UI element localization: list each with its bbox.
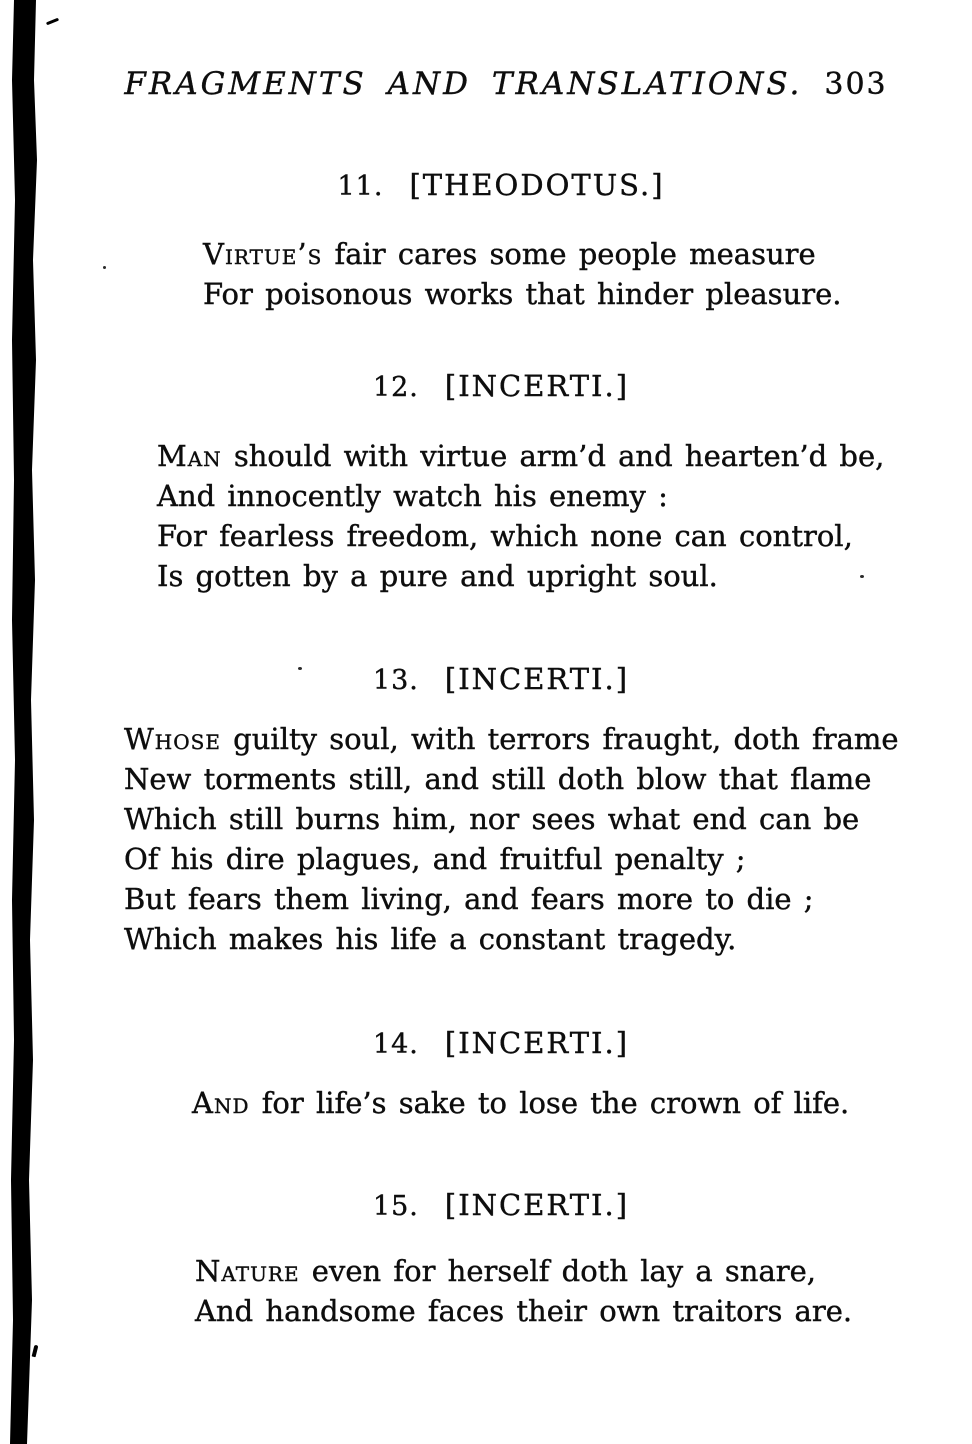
poem-line <box>124 799 899 839</box>
poem-text: For poisonous works that hinder pleasure. <box>203 277 842 311</box>
poem-text: And handsome faces their own traitors are. <box>195 1294 853 1328</box>
section-heading-13 <box>30 662 972 696</box>
poem-line <box>203 274 841 314</box>
poem-text: should with virtue arm’d and hearten’d be, <box>221 439 885 473</box>
poem-text: New torments still, and still doth blow that flame <box>124 762 872 796</box>
poem-line <box>157 516 884 556</box>
poem-line <box>157 436 884 476</box>
poem-lead: And <box>192 1086 250 1120</box>
poem-line <box>195 1251 852 1291</box>
poem-text: And innocently watch his enemy : <box>157 479 668 513</box>
section-heading-11 <box>30 168 972 202</box>
poem-lead: Man <box>157 439 222 473</box>
poem-13 <box>124 719 899 959</box>
poem-text: guilty soul, with terrors fraught, doth frame <box>220 722 899 756</box>
section-number: 14. <box>372 1029 419 1060</box>
section-number: 11. <box>337 171 384 202</box>
poem-text: even for herself doth lay a snare, <box>299 1254 816 1288</box>
poem-text: fair cares some people measure <box>322 237 816 271</box>
poem-text: Which still burns him, nor sees what end can be <box>124 802 860 836</box>
poem-line <box>203 234 841 274</box>
poem-line <box>195 1291 852 1331</box>
poem-line <box>157 556 884 596</box>
scan-tick-mark <box>46 18 59 26</box>
poem-lead: Virtue’s <box>203 237 323 271</box>
section-number: 13. <box>372 665 419 696</box>
poem-line <box>124 719 899 759</box>
poem-text: for life’s sake to lose the crown of life. <box>249 1086 850 1120</box>
section-attribution: [INCERTI.] <box>444 1188 630 1222</box>
poem-text: Which makes his life a constant tragedy. <box>124 922 737 956</box>
page-number: 303 <box>824 67 888 102</box>
binding-gutter-bar <box>0 0 50 1444</box>
section-heading-12 <box>30 369 972 403</box>
poem-15 <box>195 1251 852 1331</box>
poem-text: Is gotten by a pure and upright soul. <box>157 559 718 593</box>
poem-line <box>157 476 884 516</box>
poem-text: For fearless freedom, which none can control, <box>157 519 853 553</box>
poem-line <box>124 759 899 799</box>
section-attribution: [INCERTI.] <box>444 369 630 403</box>
scan-speck <box>103 266 106 269</box>
section-heading-15 <box>30 1188 972 1222</box>
poem-line <box>124 919 899 959</box>
poem-lead: Nature <box>195 1254 300 1288</box>
section-number: 15. <box>372 1191 419 1222</box>
section-heading-14 <box>30 1026 972 1060</box>
poem-text: But fears them living, and fears more to die ; <box>124 882 814 916</box>
poem-text: Of his dire plagues, and fruitful penalty ; <box>124 842 746 876</box>
poem-11 <box>203 234 841 314</box>
section-number: 12. <box>372 372 419 403</box>
running-head <box>40 66 972 102</box>
poem-12 <box>157 436 884 596</box>
poem-lead: Whose <box>124 722 221 756</box>
poem-line <box>192 1083 849 1123</box>
poem-14 <box>192 1083 849 1123</box>
poem-line <box>124 839 899 879</box>
scan-comma-mark <box>32 1345 39 1358</box>
section-attribution: [THEODOTUS.] <box>409 168 665 202</box>
page-title: FRAGMENTS AND TRANSLATIONS. <box>124 66 803 102</box>
section-attribution: [INCERTI.] <box>444 1026 630 1060</box>
poem-line <box>124 879 899 919</box>
section-attribution: [INCERTI.] <box>444 662 630 696</box>
